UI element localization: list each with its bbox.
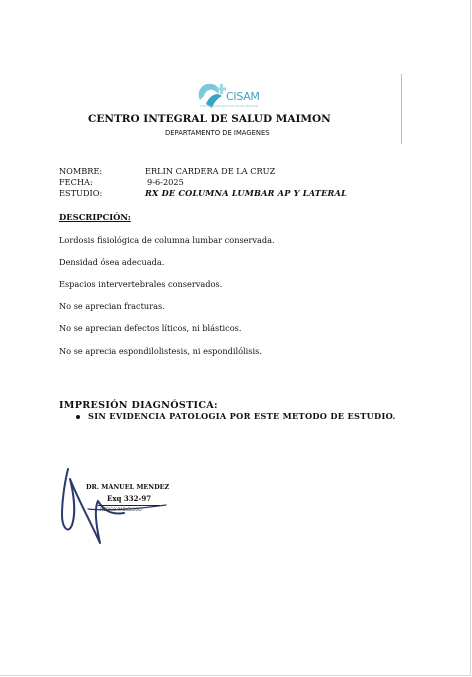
signer-license: Exq 332-97 [107,494,152,503]
impression-item [76,411,396,421]
name-label: NOMBRE: [59,166,103,176]
signer-name: DR. MANUEL MENDEZ [86,483,170,491]
description-line: Densidad ósea adecuada. [59,257,165,267]
name-value: ERLIN CARDERA DE LA CRUZ [145,166,276,176]
logo-subtitle: CENTRO INTEGRAL DE SALUD MAIMON [200,104,259,108]
description-line: Espacios intervertebrales conservados. [59,279,223,289]
description-line: No se aprecian fracturas. [59,301,165,311]
handwritten-signature [58,465,178,547]
department-name: DEPARTAMENTO DE IMAGENES [165,129,270,137]
description-line: Lordosis fisiológica de columna lumbar conservada. [59,235,275,245]
description-line: No se aprecian defectos líticos, ni blásticos. [59,323,242,333]
margin-line [401,74,402,144]
date-label: FECHA: [59,177,93,187]
signer-role: MÉDICO RADIÓLOGO [100,507,142,512]
study-value: RX DE COLUMNA LUMBAR AP Y LATERAL [145,188,348,198]
logo-text: CISAM [226,90,260,103]
date-value: 9-6-2025 [147,177,184,187]
impression-title: IMPRESIÓN DIAGNÓSTICA: [59,400,218,411]
center-name: CENTRO INTEGRAL DE SALUD MAIMON [88,113,331,125]
bullet-icon [76,415,80,419]
description-title: DESCRIPCIÓN: [59,212,131,222]
impression-item-text: SIN EVIDENCIA PATOLOGIA POR ESTE METODO DE ESTUDIO. [88,411,396,421]
description-line: No se aprecia espondilolistesis, ni espondilólisis. [59,346,262,356]
signature-line [98,505,160,506]
study-label: ESTUDIO: [59,188,103,198]
